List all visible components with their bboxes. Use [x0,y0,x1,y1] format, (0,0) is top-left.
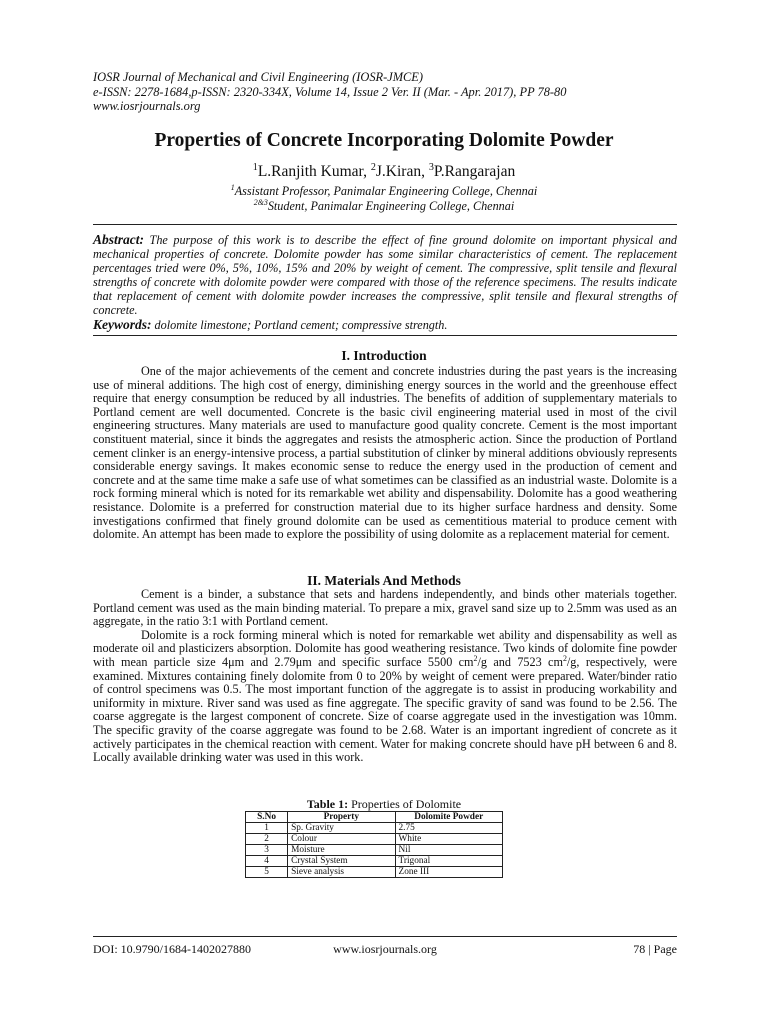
journal-issn: e-ISSN: 2278-1684,p-ISSN: 2320-334X, Volume 14, Issue 2 Ver. II (Mar. - Apr. 2017), PP 78-80 [93,84,567,99]
footer-page-number: 78 | Page [633,942,677,956]
table-cell: Sp. Gravity [288,823,395,834]
divider-top [93,224,677,225]
table-row [246,834,503,845]
column-header: Property [288,812,395,823]
paragraph: Cement is a binder, a substance that sets and hardens independently, and binds other materials together. Portland cement was used as the main binding material. To prepare a mix, gravel sand size up to 2.5mm was used as an aggregate, in the ratio 3:1 with Portland cement. [93,587,677,629]
footer-site: www.iosrjournals.org [333,942,437,956]
table-cell: 2 [246,834,288,845]
properties-table [245,811,503,878]
table-row [246,823,503,834]
table-cell: 3 [246,845,288,856]
footer-doi: DOI: 10.9790/1684-1402027880 [93,942,251,956]
section-heading-materials: II. Materials And Methods [307,573,461,588]
journal-header [93,70,566,114]
table-cell: Trigonal [395,856,502,867]
abstract-text: The purpose of this work is to describe the effect of fine ground dolomite on important physical and mechanical properties of concrete. Dolomite powder has some similar characteristics of cement. The replacement percentages tried were 0%, 5%, 10%, 15% and 20% by weight of cement. The compressive, split tensile and flexural strengths of concrete with dolomite powder were compared with those of the reference specimens. The results indicate that replacement of cement with dolomite powder increases the compressive, split tensile and flexural strengths of concrete. [93,233,678,318]
table-cell: Moisture [288,845,395,856]
author-1: L.Ranjith Kumar, [257,163,371,180]
table-cell: 1 [246,823,288,834]
table-cell: Sieve analysis [288,867,395,878]
section-heading-introduction: I. Introduction [341,348,427,363]
keywords-label: Keywords: [93,317,152,332]
table-caption: Table 1: Properties of Dolomite [306,797,462,811]
keywords [93,317,677,333]
author-sup: 3 [428,161,434,173]
footer-divider [93,936,677,937]
table-row [246,867,503,878]
keywords-text: dolomite limestone; Portland cement; compressive strength. [154,318,448,332]
table-cell: Colour [288,834,395,845]
table-cell: White [395,834,502,845]
table-cell: 5 [246,867,288,878]
table-cell: Crystal System [288,856,395,867]
column-header: S.No [246,812,288,823]
table-row [246,856,503,867]
author-list [0,163,768,181]
table-cell: 2.75 [395,823,502,834]
affiliation-1: $^1$Assistant Professor, Panimalar Engineering College, Chennai [230,182,538,198]
abstract-label: Abstract: [93,232,145,247]
introduction-body [93,365,677,542]
author-2: J.Kiran, [375,163,429,180]
author-sup: 1 [252,161,258,173]
table-cell: Zone III [395,867,502,878]
table-row [246,845,503,856]
paper-title: Properties of Concrete Incorporating Dolomite Powder [154,130,614,151]
table-cell: Nil [395,845,502,856]
journal-url: www.iosrjournals.org [93,99,201,114]
affiliation-2: $^{2\&3}$Student, Panimalar Engineering College, Chennai [253,197,515,213]
materials-body [93,588,677,765]
column-header: Dolomite Powder [395,812,502,823]
divider-bottom [93,335,677,336]
journal-name: IOSR Journal of Mechanical and Civil Engineering (IOSR-JMCE) [93,70,423,84]
table-header-row [246,812,503,823]
author-sup: 2 [370,161,376,173]
paragraph: One of the major achievements of the cement and concrete industries during the past years is the increasing use of mineral additions. The high cost of energy, diminishing energy sources in the world and the greenhouse effect require that energy consumption be reduced by all industries. The benefits of addition of supplementary materials to Portland cement are well documented. Concrete is the basic civil engineering material used in most of the civil engineering structures. Many materials are used to manufacture good quality concrete. Cement is the most important constituent material, since it binds the aggregates and resists the atmospheric action. Since the production of Portland cement clinker is an energy-intensive process, a partial substitution of clinker by mineral additions obviously represents considerable energy savings. It makes economic sense to reduce the energy used in the production of cement and concrete and at the same time make a safe use of what sometimes can be classified as an industrial waste. Dolomite is a rock forming mineral which is noted for its remarkable wet ability and dispensability. Dolomite has a good weathering resistance. Dolomite is a preferred for construction material due to its higher surface hardness and density. Some investigations confirmed that finely ground dolomite can be used as cementitious material to produce cement with dolomite. An attempt has been made to explore the possibility of using dolomite as a replacement material for cement. [93,364,677,542]
author-3: P.Rangarajan [433,163,516,180]
table-cell: 4 [246,856,288,867]
paragraph: Dolomite is a rock forming mineral which is noted for remarkable wet ability and dispensability as well as moderate oil and plasticizers absorption. Dolomite has good weathering resistance. Two kinds of dolomite fine powder with mean particle size 4μm and 2.79μm and specific surface 5500 $cm^2/g$ and 7523 $cm^2/g$, respectively, were examined. Mixtures containing finely dolomite from 0 to 20% by weight of cement were prepared. Water/binder ratio of control specimens was 0.5. The most important function of the aggregate is to assist in producing workability and uniformity in mixture. River sand was used as fine aggregate. The specific gravity of sand was found to be 2.56. The coarse aggregate is the largest component of concrete. Size of coarse aggregate used in the investigation was 10mm. The specific gravity of the coarse aggregate was found to be 2.68. Water is an important ingredient of concrete as it actively participates in the chemical reaction with cement. Water for making concrete should have pH between 6 and 8. Locally available drinking water was used in this work. [93,627,677,765]
abstract [93,233,677,318]
